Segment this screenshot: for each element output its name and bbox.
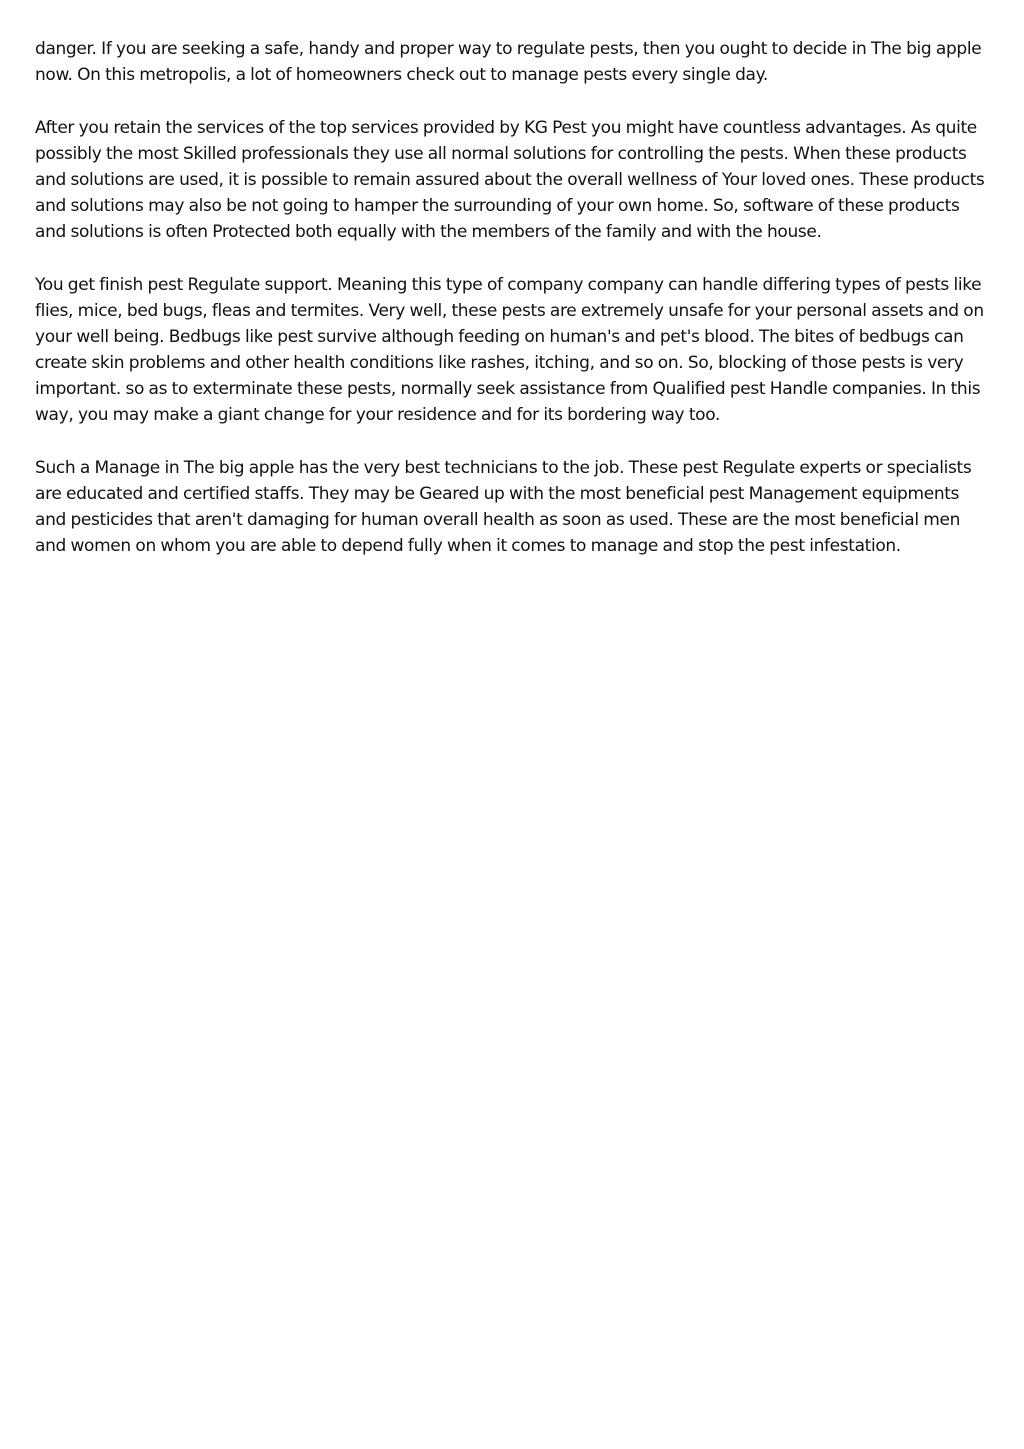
paragraph-advantages: After you retain the services of the top services provided by KG Pest you might have countless advantages. As quite possibly the most Skilled professionals they use all normal solutions for controlling the pests. When these products and solutions are used, it is possible to remain assured about the overall wellness of Your loved ones. These products and solutions may also be not going to hamper the surrounding of your own home. So, software of these products and solutions is often Protected both equally with the members of the family and with the house.: [35, 118, 985, 242]
paragraph-technicians: Such a Manage in The big apple has the very best technicians to the job. These pest Regulate experts or specialists are educated and certified staffs. They may be Geared up with the most beneficial pest Management equipments and pesticides that aren't damaging for human overall health as soon as used. These are the most beneficial men and women on whom you are able to depend fully when it comes to manage and stop the pest infestation.: [35, 458, 972, 556]
paragraph-intro: danger. If you are seeking a safe, handy and proper way to regulate pests, then you ought to decide in The big apple now. On this metropolis, a lot of homeowners check out to manage pests every single day.: [35, 39, 982, 85]
paragraph-pest-support: You get finish pest Regulate support. Meaning this type of company company can handle differing types of pests like flies, mice, bed bugs, fleas and termites. Very well, these pests are extremely unsafe for your personal assets and on your well being. Bedbugs like pest survive although feeding on human's and pet's blood. The bites of bedbugs can create skin problems and other health conditions like rashes, itching, and so on. So, blocking of those pests is very important. so as to exterminate these pests, normally seek assistance from Qualified pest Handle companies. In this way, you may make a giant change for your residence and for its bordering way too.: [35, 275, 984, 425]
